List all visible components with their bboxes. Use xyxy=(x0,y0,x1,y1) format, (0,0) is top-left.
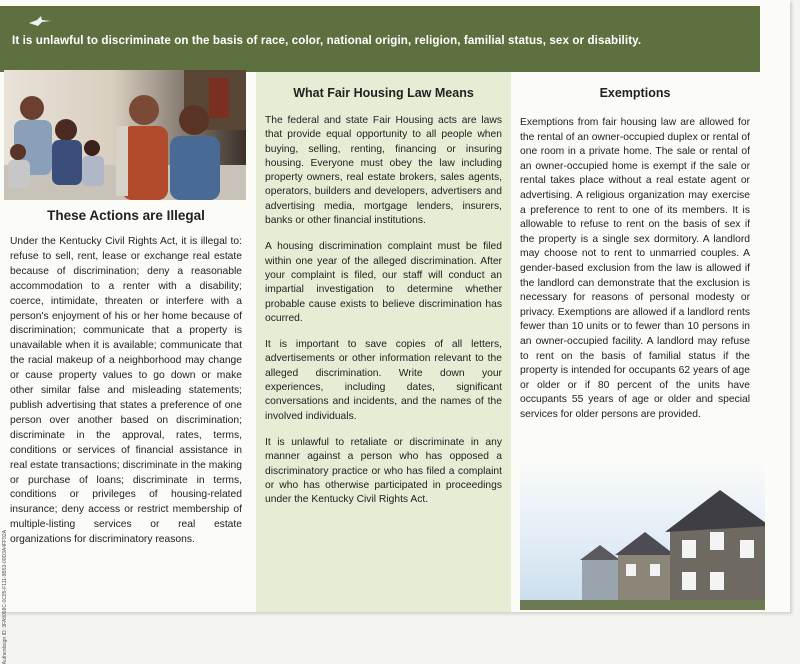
header-banner xyxy=(0,6,760,72)
family-photo xyxy=(4,70,246,200)
illegal-actions-heading: These Actions are Illegal xyxy=(47,208,205,223)
authentisign-id: Authentisign ID: 3FA9058C-0C85-F111-9B53-00D3A4FF92A xyxy=(2,530,8,664)
houses-photo xyxy=(520,460,765,610)
exemptions-body: Exemptions from fair housing law are allowed for the rental of an owner-occupied duplex or rental of one room in a private home. The sale or rental of an owner-occupied home is exempt if the sale or rental takes place without a real estate agent or advertising. A religious organization may exercise a preference to rent to one of its members. It is allowable to refuse to rent on the basis of sex if the property is a single sex dormitory. A landlord may choose not to rent to unmarried couples. A gender-based exclusion from the law is allowed if the landlord can demonstrate that the exclusion is necessary for reasons of personal modesty or privacy. Exemptions are allowed if a landlord rents fewer than 10 units or to fewer than 10 persons in an owner-occupied facility. A landlord may refuse to rent on the basis of familial status if the property is intended for occupants 62 years of age or older or if 80 percent of the units have occupants 55 years of age or older and special services for older persons are provided. xyxy=(520,117,750,420)
exemptions-section xyxy=(520,86,750,422)
banner-text: It is unlawful to discriminate on the basis of race, color, national origin, religion, familial status, sex or disability. xyxy=(12,34,642,47)
fair-housing-paragraph-2: A housing discrimination complaint must be filed within one year of the alleged discrimination. After your complaint is filed, our staff will conduct an impartial investigation to determine whether probable cause exists to believe discrimination has ocurred. xyxy=(265,241,502,324)
bird-logo-icon xyxy=(28,14,52,28)
fair-housing-heading: What Fair Housing Law Means xyxy=(293,86,474,100)
fair-housing-paragraph-3: It is important to save copies of all letters, advertisements or other information relevant to the alleged discrimination. Write down your experiences, including dates, significant conversations and incidents, and the names of the involved individuals. xyxy=(265,339,502,422)
fair-housing-law-panel xyxy=(256,72,511,612)
fair-housing-paragraph-1: The federal and state Fair Housing acts are laws that provide equal opportunity to all people when buying, selling, renting, financing or insuring housing. Everyone must obey the law including property owners, real estate brokers, sales agents, operators, builders and developers, advertisers and advertising media, mortgage lenders, insurers, banks or other financial institutions. xyxy=(265,115,502,227)
fair-housing-paragraph-4: It is unlawful to retaliate or discriminate in any manner against a person who has opposed a discriminatory practice or who has filed a complaint or who has otherwise participated in proceedings under the Kentucky Civil Rights Act. xyxy=(265,436,502,506)
illegal-actions-body: Under the Kentucky Civil Rights Act, it is illegal to: refuse to sell, rent, lease or exchange real estate because of discrimination; deny a reasonable accommodation to a renter with a disability; coerce, intimidate, threaten or interfere with a person's enjoyment of his or her home because of discrimination; communicate that a property is unavailable when it is available; communicate that the racial makeup of a neighborhood may change or cause property values to go down or make other similar false and misleading statements; publish advertising that states a preference of one person over another based on discrimination; discriminate in the approval, rates, terms, conditions or services of financial assistance in real estate transactions; discriminate in the making or purchase of loans; discriminate in terms, conditions or privileges of housing-related insurance; deny access or restrict membership of multiple-listing services or real estate organizations for discriminatory reasons. xyxy=(10,236,242,546)
exemptions-heading: Exemptions xyxy=(599,86,671,100)
illegal-actions-section xyxy=(10,208,242,548)
